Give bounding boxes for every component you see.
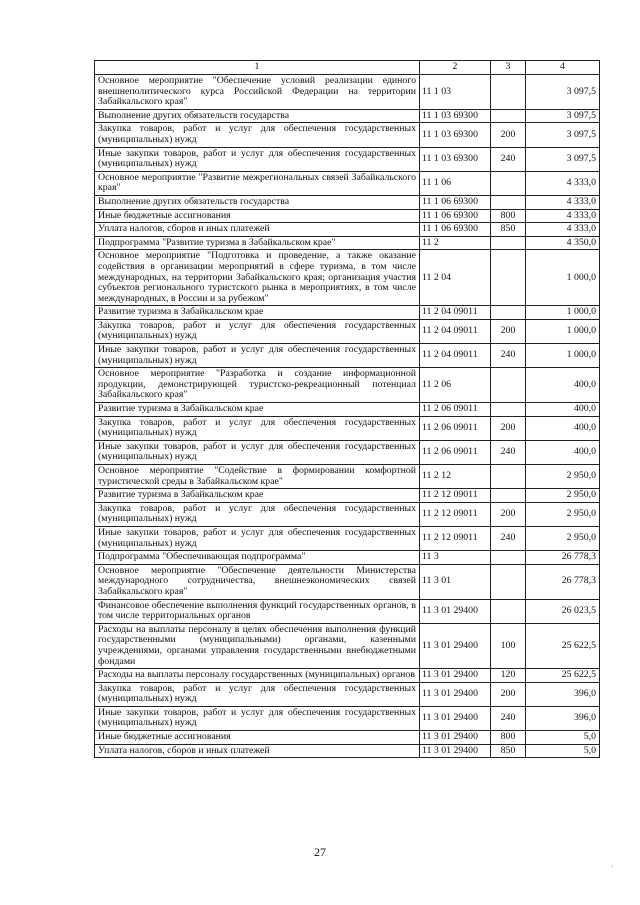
row-name: Развитие туризма в Забайкальском крае [95,489,420,503]
row-type: 240 [491,706,526,730]
row-amount: 25 622,5 [526,623,600,668]
table-row [95,551,600,565]
table-row [95,250,600,306]
row-code: 11 1 06 69300 [420,223,491,237]
row-name: Закупка товаров, работ и услуг для обеспечения государственных (муниципальных) нужд [95,416,420,440]
row-name: Финансовое обеспечение выполнения функций государственных органов, в том числе территориальных органов [95,599,420,623]
row-name: Иные закупки товаров, работ и услуг для обеспечения государственных (муниципальных) нужд [95,440,420,464]
row-amount: 400,0 [526,416,600,440]
row-name: Подпрограмма "Обеспечивающая подпрограмма" [95,551,420,565]
table-row [95,306,600,320]
row-type: 800 [491,731,526,745]
table-row [95,147,600,171]
row-type [491,109,526,123]
row-amount: 4 350,0 [526,236,600,250]
row-code: 11 2 04 09011 [420,344,491,368]
row-name: Основное мероприятие "Содействие в формировании комфортной туристической среды в Забайкальском крае" [95,465,420,489]
row-name: Иные бюджетные ассигнования [95,209,420,223]
table-row [95,209,600,223]
row-type: 100 [491,623,526,668]
table-row [95,368,600,403]
table-row [95,236,600,250]
row-type [491,403,526,417]
row-name: Иные закупки товаров, работ и услуг для обеспечения государственных (муниципальных) нужд [95,147,420,171]
row-amount: 1 000,0 [526,319,600,343]
table-row [95,744,600,758]
row-amount: 4 333,0 [526,195,600,209]
row-code: 11 3 [420,551,491,565]
row-type: 200 [491,682,526,706]
header-col-4: 4 [526,61,600,75]
row-code: 11 1 06 [420,171,491,195]
table-row [95,669,600,683]
row-type: 200 [491,319,526,343]
row-type [491,551,526,565]
row-amount: 5,0 [526,744,600,758]
row-amount: 26 778,3 [526,564,600,599]
table-row [95,706,600,730]
row-amount: 26 023,5 [526,599,600,623]
row-name: Расходы на выплаты персоналу в целях обеспечения выполнения функций государственными (муниципальными) органами, казенными учреждениями, органами управления государственными внебюджетными фондами [95,623,420,668]
row-amount: 1 000,0 [526,250,600,306]
row-amount: 400,0 [526,368,600,403]
header-col-2: 2 [420,61,491,75]
row-amount: 2 950,0 [526,526,600,550]
table-row [95,526,600,550]
row-amount: 2 950,0 [526,502,600,526]
row-code: 11 2 06 09011 [420,416,491,440]
row-code: 11 1 03 [420,75,491,110]
row-name: Основное мероприятие "Развитие межрегиональных связей Забайкальского края" [95,171,420,195]
corner-mark: · [611,862,614,871]
row-type [491,564,526,599]
row-type: 240 [491,440,526,464]
row-code: 11 1 06 69300 [420,209,491,223]
row-code: 11 2 04 09011 [420,306,491,320]
row-code: 11 3 01 29400 [420,744,491,758]
row-type: 200 [491,416,526,440]
table-row [95,109,600,123]
table-row [95,75,600,110]
row-amount: 1 000,0 [526,306,600,320]
row-amount: 2 950,0 [526,465,600,489]
row-amount: 25 622,5 [526,669,600,683]
row-name: Подпрограмма "Развитие туризма в Забайкальском крае" [95,236,420,250]
table-row [95,731,600,745]
table-row [95,344,600,368]
table-row [95,403,600,417]
row-amount: 5,0 [526,731,600,745]
header-row [95,61,600,75]
row-amount: 2 950,0 [526,489,600,503]
row-name: Выполнение других обязательств государства [95,109,420,123]
row-code: 11 2 12 09011 [420,526,491,550]
table-row [95,599,600,623]
table-row [95,416,600,440]
row-type [491,306,526,320]
table-row [95,502,600,526]
table-row [95,564,600,599]
row-type: 200 [491,123,526,147]
row-type: 850 [491,744,526,758]
row-code: 11 2 12 09011 [420,502,491,526]
row-name: Уплата налогов, сборов и иных платежей [95,223,420,237]
row-amount: 400,0 [526,403,600,417]
table-row [95,123,600,147]
row-name: Закупка товаров, работ и услуг для обеспечения государственных (муниципальных) нужд [95,502,420,526]
table-row [95,223,600,237]
table-row [95,465,600,489]
row-name: Иные закупки товаров, работ и услуг для обеспечения государственных (муниципальных) нужд [95,706,420,730]
row-name: Закупка товаров, работ и услуг для обеспечения государственных (муниципальных) нужд [95,319,420,343]
row-type: 800 [491,209,526,223]
row-amount: 396,0 [526,682,600,706]
row-type [491,171,526,195]
row-amount: 26 778,3 [526,551,600,565]
row-code: 11 2 06 [420,368,491,403]
row-name: Иные закупки товаров, работ и услуг для обеспечения государственных (муниципальных) нужд [95,344,420,368]
row-code: 11 3 01 29400 [420,669,491,683]
row-code: 11 1 03 69300 [420,109,491,123]
row-code: 11 2 12 [420,465,491,489]
row-code: 11 2 12 09011 [420,489,491,503]
row-amount: 3 097,5 [526,123,600,147]
row-amount: 1 000,0 [526,344,600,368]
row-type [491,489,526,503]
row-type: 240 [491,526,526,550]
row-name: Закупка товаров, работ и услуг для обеспечения государственных (муниципальных) нужд [95,682,420,706]
row-code: 11 3 01 29400 [420,599,491,623]
table-row [95,195,600,209]
row-name: Развитие туризма в Забайкальском крае [95,403,420,417]
table-row [95,623,600,668]
table-row [95,171,600,195]
row-code: 11 1 06 69300 [420,195,491,209]
row-code: 11 2 04 [420,250,491,306]
row-name: Расходы на выплаты персоналу государственных (муниципальных) органов [95,669,420,683]
row-name: Развитие туризма в Забайкальском крае [95,306,420,320]
table-row [95,682,600,706]
row-name: Основное мероприятие "Подготовка и проведение, а также оказание содействия в организации мероприятий в сфере туризма, в том числе международных, на территории Забайкальского края; организация участия субъектов регионального туристского рынка в мероприятиях, в том числе международных, в России и за рубежом" [95,250,420,306]
row-code: 11 2 06 09011 [420,403,491,417]
row-type: 850 [491,223,526,237]
row-type [491,465,526,489]
row-code: 11 2 06 09011 [420,440,491,464]
row-name: Основное мероприятие "Обеспечение деятельности Министерства международного сотрудничества, внешнеэкономических связей Забайкальского края" [95,564,420,599]
row-code: 11 2 [420,236,491,250]
table-row [95,440,600,464]
header-col-3: 3 [491,61,526,75]
row-type [491,236,526,250]
row-amount: 4 333,0 [526,223,600,237]
row-code: 11 3 01 29400 [420,731,491,745]
table-body [95,75,600,758]
row-code: 11 3 01 29400 [420,682,491,706]
row-type [491,250,526,306]
row-type: 200 [491,502,526,526]
row-code: 11 1 03 69300 [420,123,491,147]
row-amount: 3 097,5 [526,147,600,171]
row-amount: 400,0 [526,440,600,464]
row-amount: 3 097,5 [526,109,600,123]
row-code: 11 3 01 29400 [420,706,491,730]
table-row [95,489,600,503]
row-code: 11 2 04 09011 [420,319,491,343]
row-code: 11 1 03 69300 [420,147,491,171]
row-type: 120 [491,669,526,683]
row-type: 240 [491,344,526,368]
row-name: Иные бюджетные ассигнования [95,731,420,745]
row-code: 11 3 01 [420,564,491,599]
page-number: 27 [314,845,326,859]
row-code: 11 3 01 29400 [420,623,491,668]
row-name: Выполнение других обязательств государства [95,195,420,209]
row-type [491,368,526,403]
header-col-1: 1 [95,61,420,75]
row-name: Основное мероприятие "Обеспечение условий реализации единого внешнеполитического курса Российской Федерации на территории Забайкальского края" [95,75,420,110]
row-amount: 396,0 [526,706,600,730]
row-amount: 4 333,0 [526,171,600,195]
row-type [491,599,526,623]
row-amount: 3 097,5 [526,75,600,110]
row-amount: 4 333,0 [526,209,600,223]
row-name: Иные закупки товаров, работ и услуг для обеспечения государственных (муниципальных) нужд [95,526,420,550]
row-type [491,195,526,209]
row-name: Закупка товаров, работ и услуг для обеспечения государственных (муниципальных) нужд [95,123,420,147]
budget-table [94,60,600,758]
row-type [491,75,526,110]
table-row [95,319,600,343]
row-name: Основное мероприятие "Разработка и создание информационной продукции, демонстрирующей туристско-рекреационный потенциал Забайкальского края" [95,368,420,403]
row-type: 240 [491,147,526,171]
row-name: Уплата налогов, сборов и иных платежей [95,744,420,758]
